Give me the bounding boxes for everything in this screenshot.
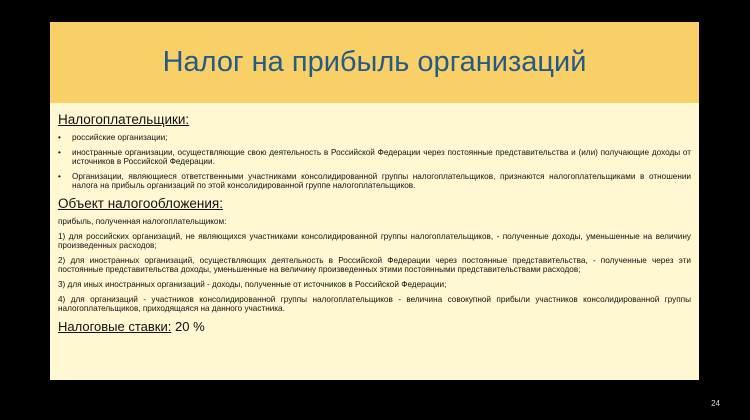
- page-number: 24: [711, 399, 720, 408]
- taxpayer-item-text: иностранные организации, осуществляющие свою деятельность в Российской Федерации через постоянные представительства и (или) получающие доходы от источников в Российской Федерации.: [72, 147, 691, 167]
- slide-header: [50, 22, 699, 103]
- object-intro: прибыль, полученная налогоплательщиком:: [58, 216, 227, 226]
- object-heading: Объект налогообложения:: [58, 195, 223, 211]
- taxpayer-item-text: Организации, являющиеся ответственными участниками консолидированной группы налогоплательщиков, признаются налогоплательщиками в отношении налога на прибыль организаций по этой консолидированной группе налогоплательщиков.: [72, 171, 691, 191]
- slide: [50, 22, 699, 380]
- tax-rates-label: Налоговые ставки:: [58, 318, 172, 334]
- taxpayer-item: [58, 133, 691, 143]
- taxpayers-heading: Налогоплательщики:: [58, 112, 190, 127]
- taxpayer-item: [58, 172, 691, 191]
- bullet-icon: •: [58, 171, 61, 181]
- tax-rates: [58, 319, 691, 335]
- object-item: 2) для иностранных организаций, осуществляющих деятельность в Российской Федерации через постоянные представительства, - полученные через эти постоянные представительства доходы, уменьшенные на величину произведенных этими постоянными представительствами расходов;: [58, 255, 691, 275]
- taxpayer-item: [58, 148, 691, 167]
- slide-body: [50, 103, 699, 335]
- slide-title: Налог на прибыль организаций: [162, 46, 587, 78]
- bullet-icon: •: [58, 147, 61, 157]
- taxpayer-item-text: российские организации;: [72, 133, 168, 142]
- object-item: 1) для российских организаций, не являющихся участниками консолидированной группы налогоплательщиков, - полученные доходы, уменьшенные на величину произведенных расходов;: [58, 231, 691, 251]
- tax-rates-value: 20 %: [175, 318, 205, 334]
- object-item: 4) для организаций - участников консолидированной группы налогоплательщиков - величина совокупной прибыли участников консолидированной группы налогоплательщиков, приходящаяся на данного участника.: [58, 294, 691, 314]
- object-item: 3) для иных иностранных организаций - доходы, полученные от источников в Российской Федерации;: [58, 279, 447, 289]
- bullet-icon: •: [58, 133, 61, 142]
